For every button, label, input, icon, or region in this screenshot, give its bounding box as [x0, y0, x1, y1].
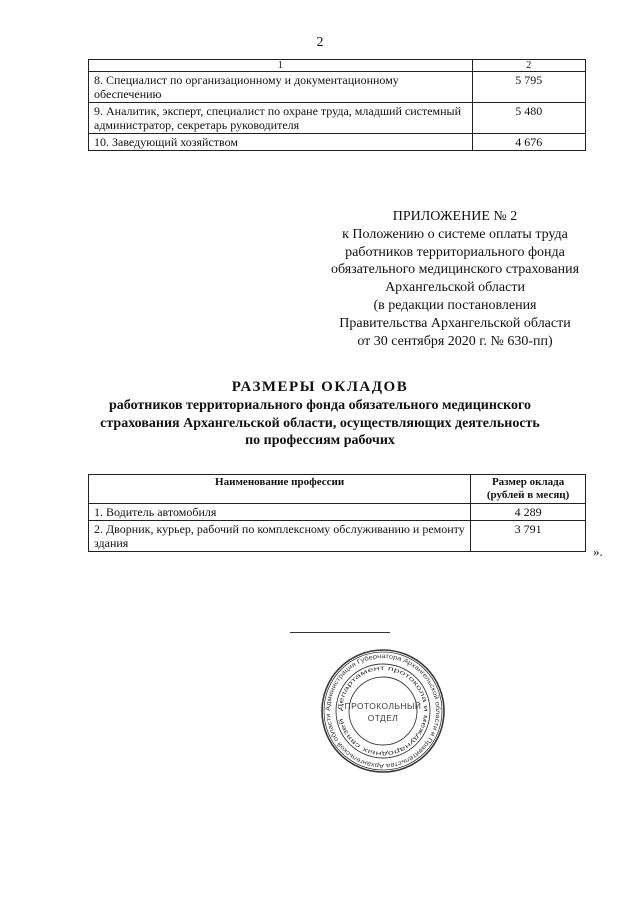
- official-seal-stamp: [320, 648, 446, 774]
- seal-inner-text: Департамент протокола и международных связей: [336, 665, 430, 758]
- appendix-line: обязательного медицинского страхования: [330, 262, 580, 278]
- seal-center-line1: ПРОТОКОЛЬНЫЙ: [344, 701, 422, 711]
- separator-line: [290, 632, 390, 633]
- closing-quote: ».: [593, 544, 603, 559]
- salary-cell: 4 289: [471, 504, 586, 521]
- document-title: [60, 378, 580, 450]
- seal-outer-text: Администрация Губернатора Архангельской области и Правительства Архангельской области: [324, 652, 442, 770]
- appendix-line: (в редакции постановления: [373, 297, 537, 313]
- appendix-header: [300, 208, 610, 350]
- table-header-row: [89, 475, 586, 504]
- column-header-profession: Наименование профессии: [89, 475, 471, 504]
- appendix-line: Правительства Архангельской области: [339, 315, 571, 331]
- column-number-2: 2: [472, 60, 585, 72]
- table-row: [89, 72, 586, 103]
- profession-cell: 8. Специалист по организационному и документационному обеспечению: [89, 72, 473, 103]
- table-row: [89, 103, 586, 134]
- table-row: [89, 134, 586, 151]
- table-header-row: [89, 60, 586, 72]
- column-number-1: 1: [89, 60, 473, 72]
- title-subline: по профессиям рабочих: [245, 433, 395, 448]
- table-row: [89, 521, 586, 552]
- title-subline: работников территориального фонда обязательного медицинского: [108, 398, 532, 413]
- appendix-line: работников территориального фонда: [345, 244, 565, 260]
- salary-cell: 5 480: [472, 103, 585, 134]
- profession-cell: 1. Водитель автомобиля: [89, 504, 471, 521]
- table-row: [89, 504, 586, 521]
- seal-middle-ring: [336, 664, 430, 758]
- appendix-line: к Положению о системе оплаты труда: [342, 226, 568, 242]
- salary-cell: 3 791: [471, 521, 586, 552]
- title-main: РАЗМЕРЫ ОКЛАДОВ: [231, 379, 409, 395]
- workers-salary-table: [88, 474, 586, 552]
- appendix-line: ПРИЛОЖЕНИЕ № 2: [392, 209, 518, 224]
- title-subline: страхования Архангельской области, осуществляющих деятельность: [100, 415, 540, 431]
- salary-table-continued: [88, 59, 586, 151]
- profession-cell: 9. Аналитик, эксперт, специалист по охране труда, младший системный администратор, секретарь руководителя: [89, 103, 473, 134]
- appendix-line: Архангельской области: [385, 280, 525, 296]
- page-number: 2: [316, 35, 324, 50]
- seal-inner-ring: [349, 677, 417, 745]
- profession-cell: 10. Заведующий хозяйством: [89, 134, 473, 151]
- seal-center-line2: ОТДЕЛ: [367, 713, 399, 723]
- appendix-line: от 30 сентября 2020 г. № 630-пп): [357, 333, 553, 349]
- salary-cell: 4 676: [472, 134, 585, 151]
- column-header-salary: Размер оклада (рублей в месяц): [471, 475, 586, 504]
- salary-cell: 5 795: [472, 72, 585, 103]
- profession-cell: 2. Дворник, курьер, рабочий по комплексному обслуживанию и ремонту здания: [89, 521, 471, 552]
